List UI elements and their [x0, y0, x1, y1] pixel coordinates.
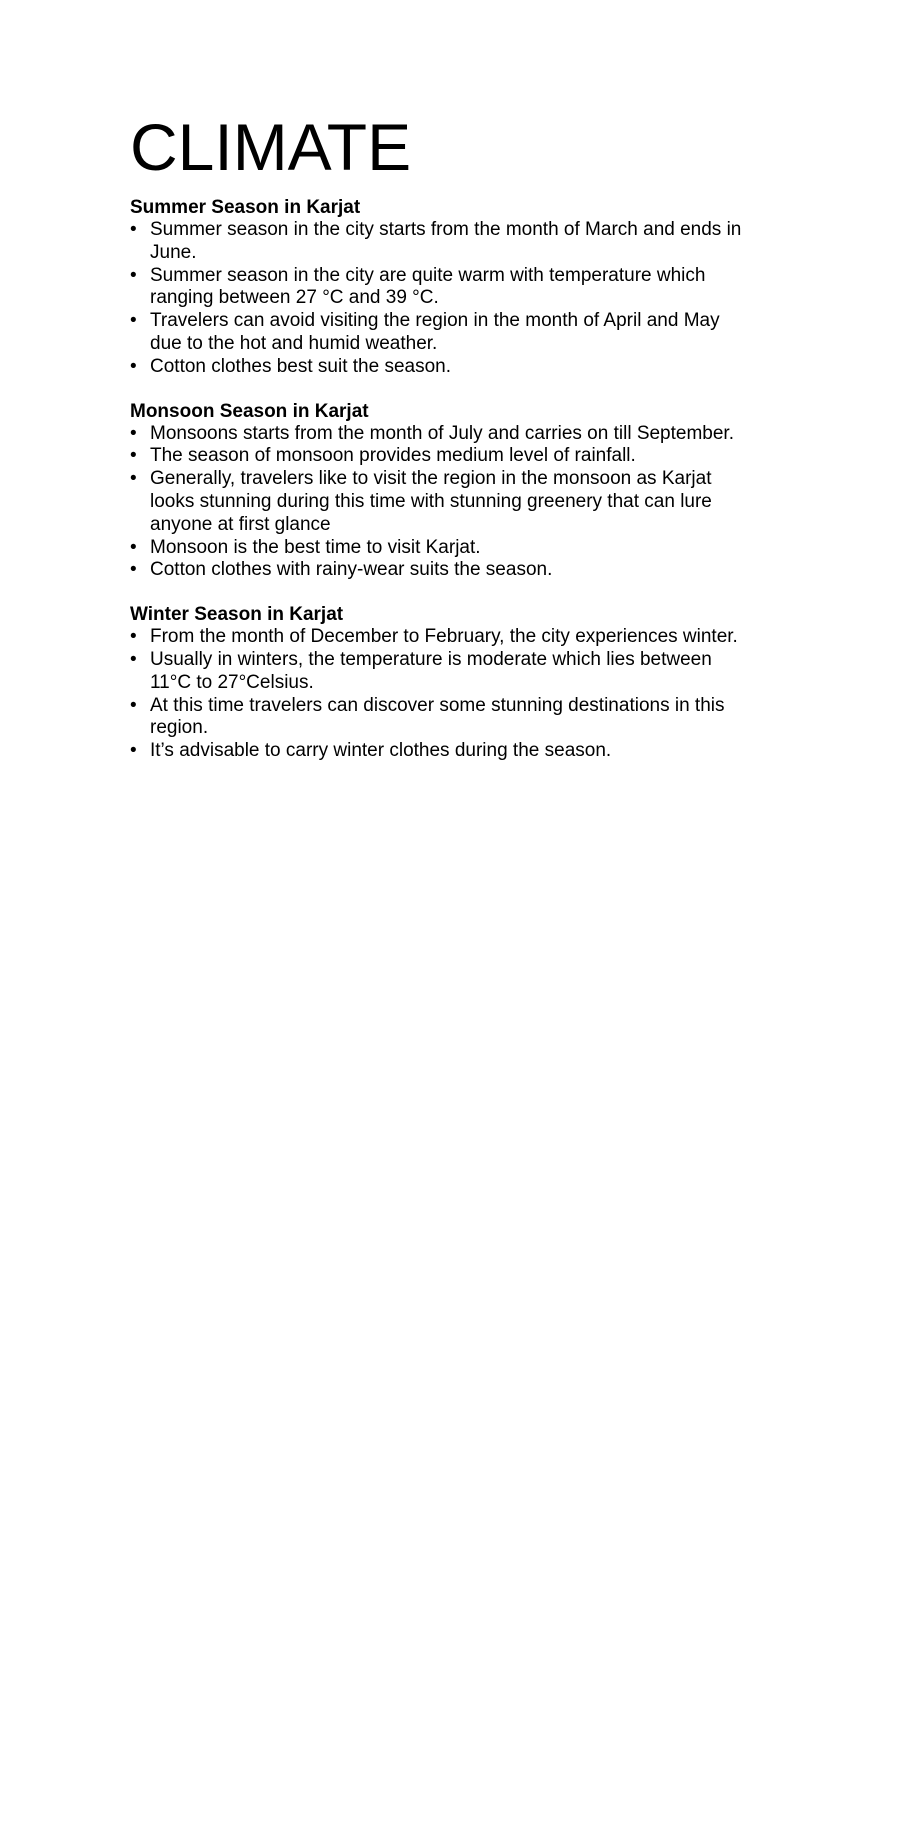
- bullet-text: It’s advisable to carry winter clothes during the season.: [150, 740, 612, 762]
- list-item: [130, 559, 750, 582]
- bullet-icon: •: [130, 536, 137, 558]
- list-item: [130, 265, 750, 311]
- bullet-icon: •: [130, 355, 137, 377]
- list-item: [130, 626, 750, 649]
- list-item: [130, 537, 750, 560]
- list-item: [130, 468, 750, 536]
- bullet-icon: •: [130, 468, 137, 490]
- bullet-text: Summer season in the city are quite warm with temperature which ranging between 27 °C and 39 °C.: [150, 264, 706, 309]
- bullet-text: Monsoons starts from the month of July and carries on till September.: [150, 422, 734, 444]
- section-winter: [130, 603, 750, 763]
- bullet-text: From the month of December to February, the city experiences winter.: [150, 626, 738, 648]
- bullet-text: Summer season in the city starts from the month of March and ends in June.: [150, 219, 742, 263]
- bullet-text: Cotton clothes with rainy-wear suits the season.: [150, 559, 553, 581]
- page-title: CLIMATE: [130, 110, 412, 184]
- bullet-text: Generally, travelers like to visit the region in the monsoon as Karjat looks stunning during this time with stunning greenery that can lure anyone at first glance: [150, 468, 712, 535]
- section-heading: Summer Season in Karjat: [130, 197, 361, 218]
- list-item: [130, 423, 750, 446]
- bullet-text: At this time travelers can discover some stunning destinations in this region.: [150, 694, 725, 739]
- document-page: [130, 100, 750, 784]
- bullet-text: Monsoon is the best time to visit Karjat.: [150, 536, 481, 558]
- section-summer: [130, 196, 750, 379]
- bullet-text: The season of monsoon provides medium level of rainfall.: [150, 445, 636, 467]
- list-item: [130, 219, 750, 265]
- bullet-list: [130, 626, 750, 763]
- list-item: [130, 356, 750, 379]
- section-heading: Winter Season in Karjat: [130, 604, 344, 626]
- bullet-icon: •: [130, 740, 137, 762]
- bullet-text: Cotton clothes best suit the season.: [150, 355, 452, 377]
- bullet-text: Usually in winters, the temperature is moderate which lies between 11°C to 27°Celsius.: [150, 648, 712, 693]
- section-monsoon: [130, 400, 750, 583]
- bullet-icon: •: [130, 626, 137, 648]
- bullet-icon: •: [130, 694, 137, 716]
- bullet-icon: •: [130, 559, 137, 581]
- bullet-icon: •: [130, 445, 137, 467]
- bullet-list: [130, 423, 750, 583]
- bullet-list: [130, 219, 750, 379]
- bullet-icon: •: [130, 310, 137, 332]
- bullet-icon: •: [130, 422, 137, 444]
- section-heading: Monsoon Season in Karjat: [130, 400, 369, 422]
- list-item: [130, 740, 750, 763]
- list-item: [130, 649, 750, 695]
- bullet-icon: •: [130, 264, 137, 286]
- list-item: [130, 695, 750, 741]
- bullet-icon: •: [130, 219, 137, 240]
- bullet-text: Travelers can avoid visiting the region in the month of April and May due to the hot and humid weather.: [150, 310, 720, 354]
- bullet-icon: •: [130, 648, 137, 670]
- list-item: [130, 310, 750, 356]
- list-item: [130, 445, 750, 468]
